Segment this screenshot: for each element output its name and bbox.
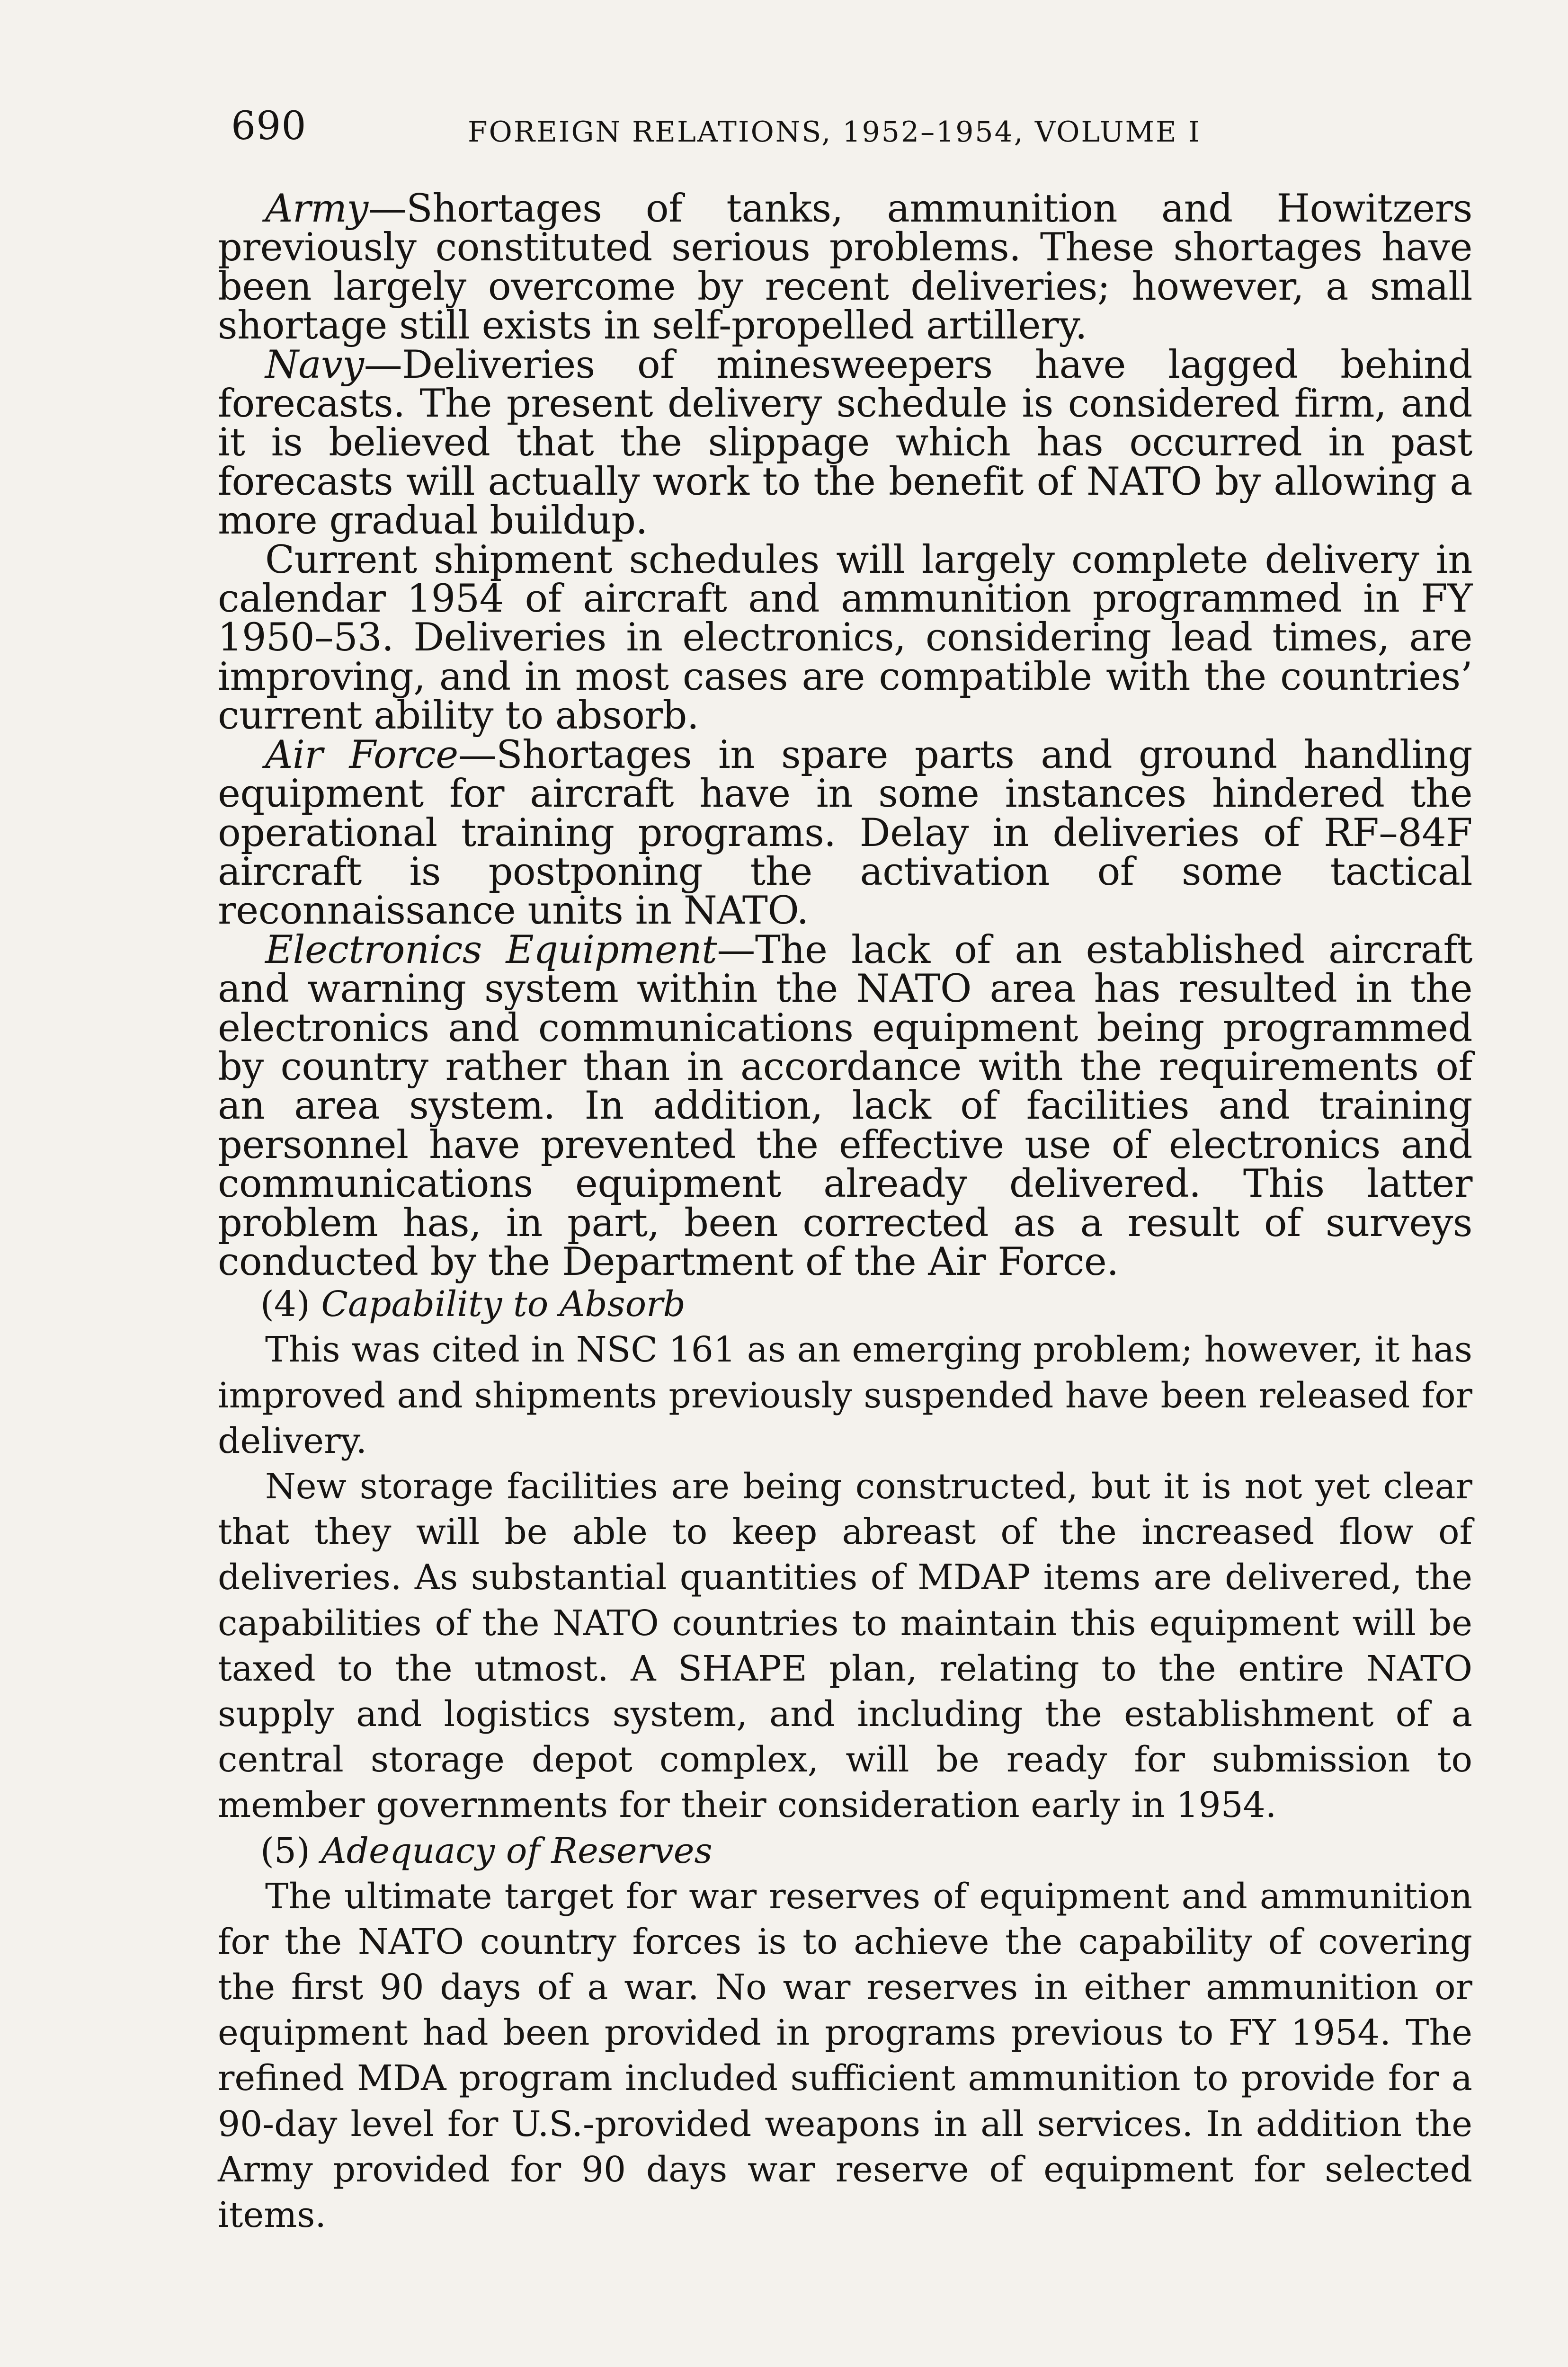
paragraph-navy (218, 342, 1472, 543)
paragraph-reserves: The ultimate target for war reserves of equipment and ammunition for the NATO country forces is to achieve the capability of covering the first 90 days of a war. No war reserves in either ammunition or equipment had been provided in programs previous to FY 1954. The refined MDA program included sufficient ammunition to provide for a 90-day level for U.S.-provided weapons in all services. In addition the Army provided for 90 days war reserve of equipment for selected items. (218, 1876, 1472, 2236)
page-body (218, 189, 1472, 2238)
paragraph-storage: New storage facilities are being constructed, but it is not yet clear that they will be able to keep abreast of the increased flow of deliveries. As substantial quantities of MDAP items are delivered, the capabilities of the NATO countries to maintain this equipment will be taxed to the utmost. A SHAPE plan, relating to the entire NATO supply and logistics system, and including the establishment of a central storage depot complex, will be ready for submission to member governments for their consideration early in 1954. (218, 1466, 1472, 1826)
section-4-heading (218, 1281, 1472, 1327)
paragraph-air-force (218, 732, 1472, 934)
paragraph-electronics (218, 927, 1472, 1284)
army-lead: Army (265, 187, 368, 231)
navy-text: —Deliveries of minesweepers have lagged behind forecasts. The present delivery schedule is considered firm, and it is believed that the slippage which has occurred in past forecasts will actually work to the benefit of NATO by allowing a more gradual buildup. (218, 342, 1472, 543)
electronics-lead: Electronics Equipment (265, 927, 717, 972)
navy-lead: Navy (265, 342, 364, 387)
paragraph-nsc-161: This was cited in NSC 161 as an emerging problem; however, it has improved and shipments previously suspended have been released for delivery. (218, 1329, 1472, 1461)
paragraph-shipments (218, 537, 1472, 739)
section-4-title: Capability to Absorb (321, 1284, 686, 1325)
shipments-text: Current shipment schedules will largely complete delivery in calendar 1954 of aircraft and ammunition programmed in FY 1950–53. Deliveries in electronics, considering lead times, are improving, and in most cases are compatible with the countries’ current ability to absorb. (218, 537, 1472, 739)
running-head (231, 100, 1471, 152)
section-4-number: (4) (260, 1284, 321, 1325)
section-5-title: Adequacy of Reserves (321, 1830, 713, 1871)
air-force-text: —Shortages in spare parts and ground handling equipment for aircraft have in some instances hindered the operational training programs. Delay in deliveries of RF–84F aircraft is postponing the activation of some tactical reconnaissance units in NATO. (218, 732, 1472, 934)
running-title: FOREIGN RELATIONS, 1952–1954, VOLUME I (468, 116, 1201, 149)
air-force-lead: Air Force (265, 732, 458, 777)
section-5-number: (5) (260, 1830, 321, 1871)
section-5-heading (218, 1828, 1472, 1874)
page-number: 690 (231, 104, 307, 149)
paragraph-army (218, 189, 1472, 346)
electronics-text: —The lack of an established aircraft and warning system within the NATO area has resulted in the electronics and communications equipment being programmed by country rather than in accordance with the requirements of an area system. In addition, lack of facilities and training personnel have prevented the effective use of electronics and communications equipment already delivered. This latter problem has, in part, been corrected as a result of surveys conducted by the Department of the Air Force. (218, 927, 1472, 1284)
army-text: —Shortages of tanks, ammunition and Howitzers previously constituted serious problems. These shortages have been largely overcome by recent deliveries; however, a small shortage still exists in self-propelled artillery. (218, 187, 1472, 348)
